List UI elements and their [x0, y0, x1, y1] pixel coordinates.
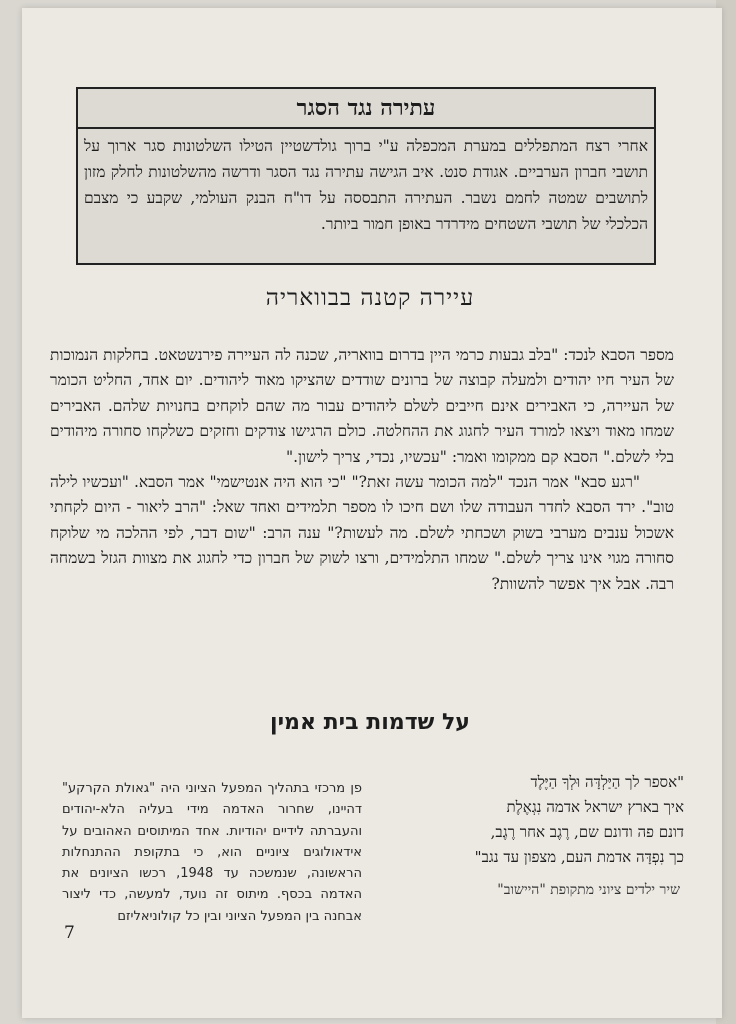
- bavaria-heading: עיירה קטנה בבוואריה: [265, 285, 475, 311]
- poem-line: איך בארץ ישראל אדמה נִגְאֶלֶת: [506, 798, 684, 816]
- bavaria-paragraph-1: מספר הסבא לנכד: "בלב גבעות כרמי היין בדרום בוואריה, שכנה לה העיירה פירנשטאט. בחלקות הנמוכות של העיר חיו יהודים ולמעלה קבוצה של ברונים שודדים שהציקו מאוד ליהודים. יום אחד, החליט הכומר של העיירה, כי האבירים אינם חייבים לשלם ליהודים עבור מה שהם לוקחים בחנויות שלהם. האבירים שמחו מאוד ויצאו למורד העיר לחגוג את ההחלטה. כולם הרגישו צודקים וחזקים כשלקחו סחורה מיהודים בלי לשלם." הסבא קם ממקומו ואמר: "עכשיו, נכדי, צריך לישון.": [50, 346, 674, 466]
- land-redemption-column: פן מרכזי בתהליך המפעל הציוני היה "גאולת הקרקע" דהיינו, שחרור האדמה מידי בעליה הלא-יהודים והעברתה לידיים יהודיות. אחד המיתוסים האהובים על אידאולוגים ציוניים הוא, כי בתקופת ההתנחלות הראשונה, שנמשכה עד 1948, רכשו הציונים את האדמה בכסף. מיתוס זה נועד, למעשה, כדי ליצור אבחנה בין המפעל הציוני ובין כל קולוניאליזם: [62, 781, 362, 924]
- petition-box-title: עתירה נגד הסגר: [78, 89, 654, 129]
- bavaria-story: [50, 343, 674, 597]
- petition-box: [76, 87, 656, 265]
- poem-line: "אספר לך הַיַּלְדָּה וּלְךָ הַיֶּלֶד: [530, 773, 684, 791]
- bavaria-paragraph-2: "רגע סבא" אמר הנכד "למה הכומר עשה זאת?" "כי הוא היה אנטישמי" אמר הסבא. "ועכשיו לילה טוב". ירד הסבא לחדר העבודה שלו ושם חיכו לו מספר תלמידים ואחד שאל: "הרב ליאור - היום לקחתי אשכול ענבים מערבי בשוק ושכחתי לשלם. מה לעשות?" ענה הרב: "שום דבר, לפי ההלכה מי שלוקח סחורה מגוי אינו צריך לשלם." שמחו התלמידים, ורצו לשוק של חברון כדי לחגוג את מצוות הגזל בשמחה רבה. אבל איך אפשר להשוות?: [50, 473, 674, 593]
- poem-line: כך נִפְדָּה אדמת העם, מצפון עד נגב": [474, 848, 684, 866]
- poem-line: דונם פה ודונם שם, רֶגֶב אחר רֶגֶב,: [490, 823, 684, 841]
- petition-box-text: אחרי רצח המתפללים במערת המכפלה ע"י ברוך גולדשטיין הטילו השלטונות סגר ארוך על תושבי חברון הערביים. אגודת סנט. איב הגישה עתירה נגד הסגר ודרשה מהשלטונות לחלק מזון לתושבים שמטה לחמם נשבר. העתירה התבססה על דו"ח הבנק העולמי, שקבע כי מצבם הכלכלי של תושבי השטחים מידרדר באופן חמור ביותר.: [84, 137, 648, 233]
- zionist-poem: [394, 770, 684, 870]
- page-number: 7: [64, 923, 75, 943]
- beit-amin-heading: על שדמות בית אמין: [270, 710, 470, 735]
- poem-credit: שיר ילדים ציוני מתקופת "היישוב": [497, 882, 680, 898]
